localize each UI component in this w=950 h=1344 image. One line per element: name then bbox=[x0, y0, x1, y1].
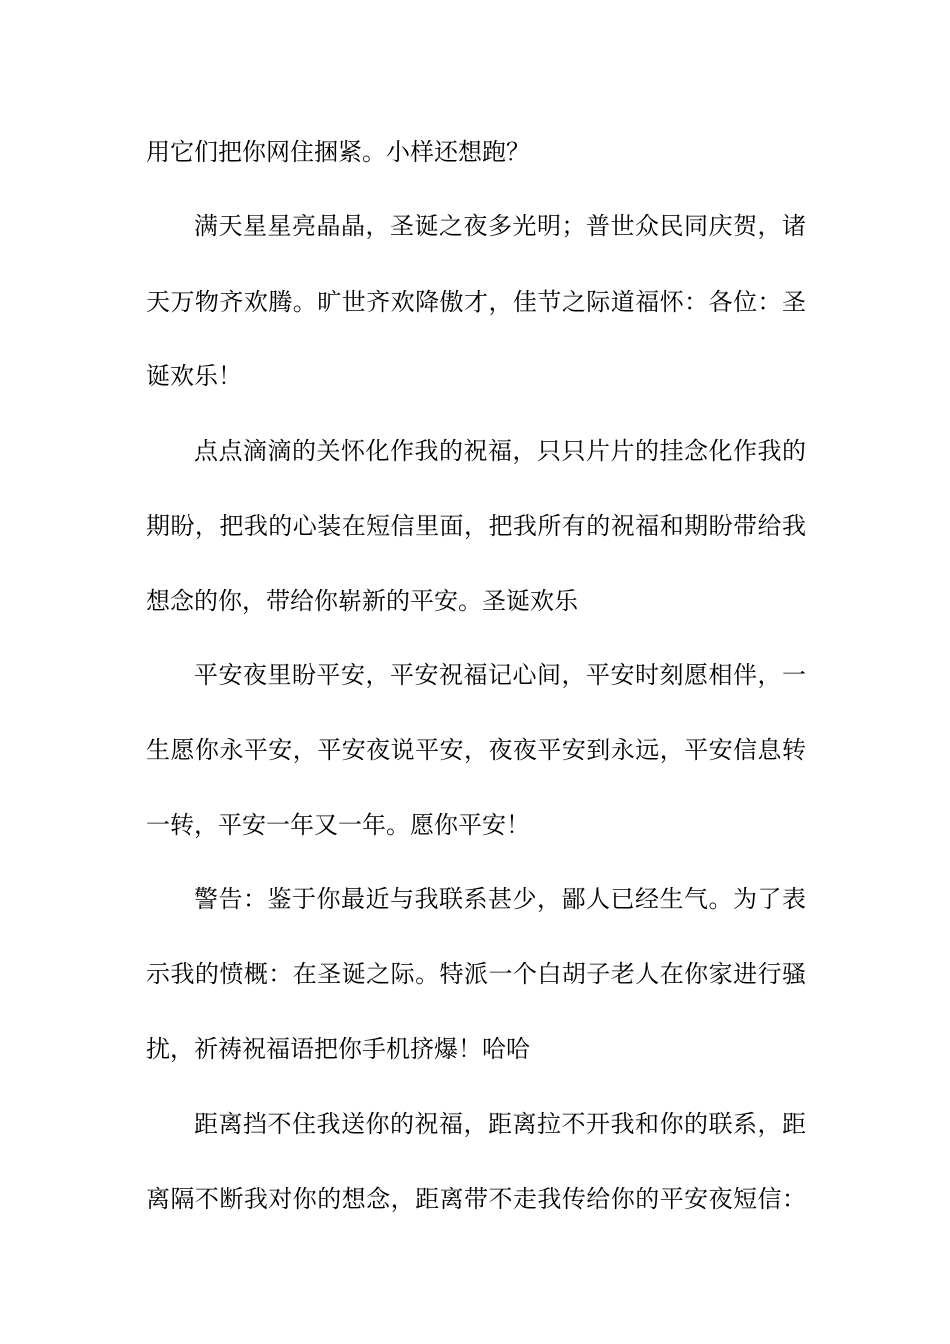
text-line: 诞欢乐！ bbox=[146, 362, 242, 390]
paragraph-first-line: 警告：鉴于你最近与我联系甚少，鄙人已经生气。为了表 bbox=[194, 885, 806, 913]
paragraph-first-line: 距离挡不住我送你的祝福，距离拉不开我和你的联系，距 bbox=[194, 1110, 806, 1138]
text-line: 想念的你，带给你崭新的平安。圣诞欢乐 bbox=[146, 587, 578, 615]
text-line: 天万物齐欢腾。旷世齐欢降傲才，佳节之际道福怀：各位：圣 bbox=[146, 288, 806, 316]
text-line: 生愿你永平安，平安夜说平安，夜夜平安到永远，平安信息转 bbox=[146, 736, 806, 764]
text-line: 期盼，把我的心装在短信里面，把我所有的祝福和期盼带给我 bbox=[146, 512, 806, 540]
text-line: 一转，平安一年又一年。愿你平安！ bbox=[146, 811, 530, 839]
text-line: 扰，祈祷祝福语把你手机挤爆！哈哈 bbox=[146, 1035, 530, 1063]
paragraph-first-line: 平安夜里盼平安，平安祝福记心间，平安时刻愿相伴，一 bbox=[194, 661, 806, 689]
paragraph-first-line: 点点滴滴的关怀化作我的祝福，只只片片的挂念化作我的 bbox=[194, 437, 806, 465]
paragraph-first-line: 满天星星亮晶晶，圣诞之夜多光明；普世众民同庆贺，诸 bbox=[194, 212, 806, 240]
text-line: 离隔不断我对你的想念，距离带不走我传给你的平安夜短信： bbox=[146, 1185, 806, 1213]
text-line: 示我的愤概：在圣诞之际。特派一个白胡子老人在你家进行骚 bbox=[146, 960, 806, 988]
text-line: 用它们把你网住捆紧。小样还想跑？ bbox=[146, 138, 530, 166]
